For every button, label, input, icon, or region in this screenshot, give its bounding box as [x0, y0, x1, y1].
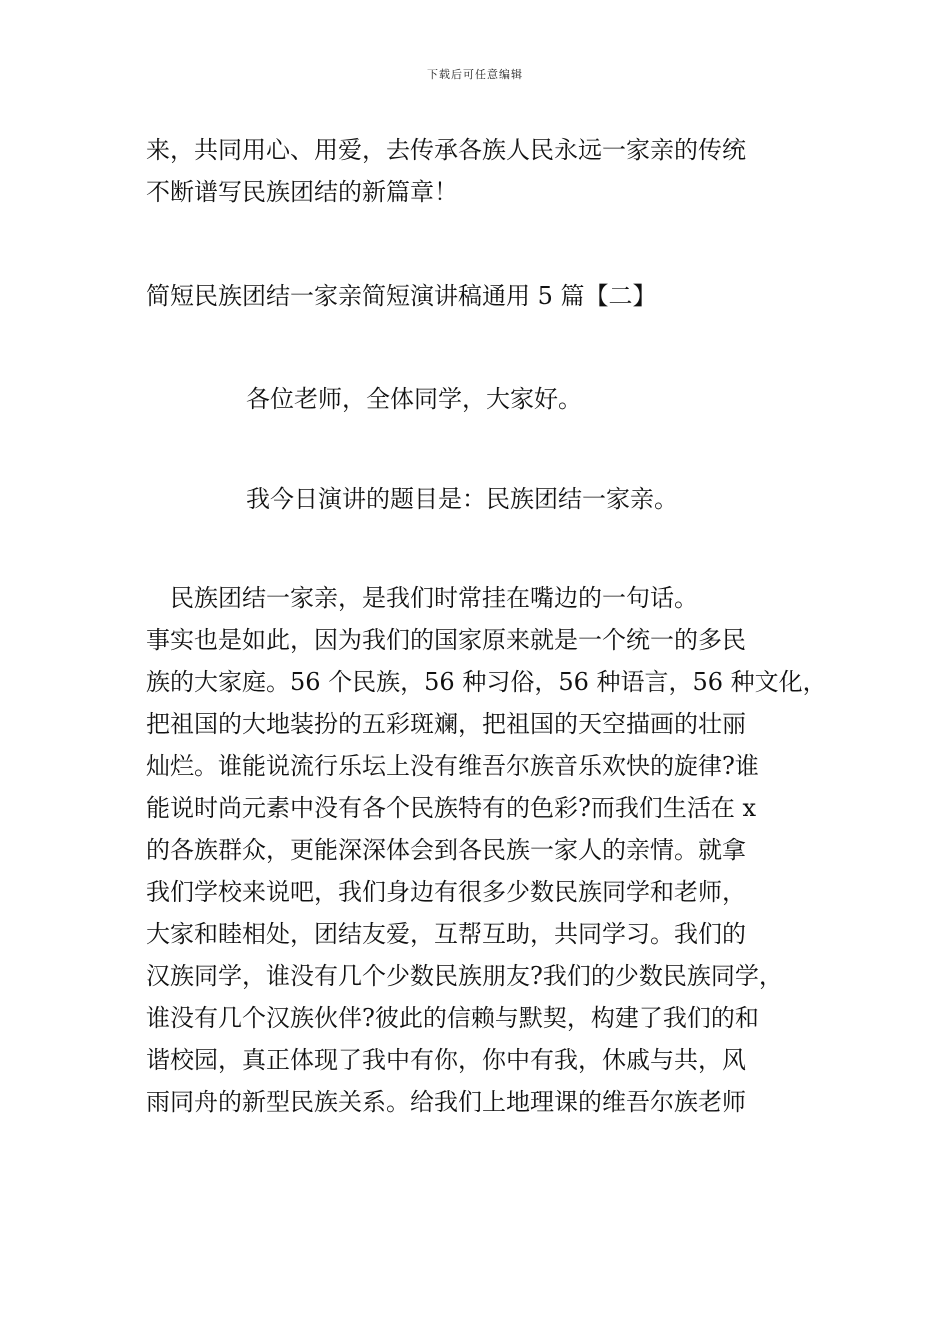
text-line: 不断谱写民族团结的新篇章！: [146, 178, 458, 206]
text-line: 大家和睦相处，团结友爱，互帮互助，共同学习。我们的: [146, 920, 746, 948]
text-line: 来，共同用心、用爱，去传承各族人民永远一家亲的传统: [146, 136, 746, 164]
section-title: [146, 275, 836, 317]
text-line: 能说时尚元素中没有各个民族特有的色彩?而我们生活在 x: [146, 794, 757, 822]
text-line: 灿烂。谁能说流行乐坛上没有维吾尔族音乐欢快的旋律?谁: [146, 752, 759, 780]
text-line: 汉族同学，谁没有几个少数民族朋友?我们的少数民族同学，: [146, 962, 783, 990]
text-line: 雨同舟的新型民族关系。给我们上地理课的维吾尔族老师: [146, 1088, 746, 1116]
text-line: 谐校园，真正体现了我中有你，你中有我，休戚与共，风: [146, 1046, 746, 1074]
text-line: 我们学校来说吧，我们身边有很多少数民族同学和老师，: [146, 878, 746, 906]
topic-paragraph: [246, 478, 936, 520]
text-line: 的各族群众，更能深深体会到各民族一家人的亲情。就拿: [146, 836, 746, 864]
text-line: 谁没有几个汉族伙伴?彼此的信赖与默契，构建了我们的和: [146, 1004, 759, 1032]
text-line: 民族团结一家亲，是我们时常挂在嘴边的一句话。: [146, 584, 698, 612]
main-paragraph: [146, 577, 836, 1123]
greeting-paragraph: [246, 378, 936, 420]
section-title-text: 简短民族团结一家亲简短演讲稿通用 5 篇【二】: [146, 282, 657, 310]
greeting-text: 各位老师，全体同学，大家好。: [246, 385, 582, 413]
topic-text: 我今日演讲的题目是：民族团结一家亲。: [246, 485, 678, 513]
intro-paragraph: [146, 129, 836, 213]
page-header: 下载后可任意编辑: [427, 68, 523, 81]
text-line: 族的大家庭。56 个民族，56 种习俗，56 种语言，56 种文化，: [146, 668, 827, 696]
text-line: 把祖国的大地装扮的五彩斑斓，把祖国的天空描画的壮丽: [146, 710, 746, 738]
text-line: 事实也是如此，因为我们的国家原来就是一个统一的多民: [146, 626, 746, 654]
